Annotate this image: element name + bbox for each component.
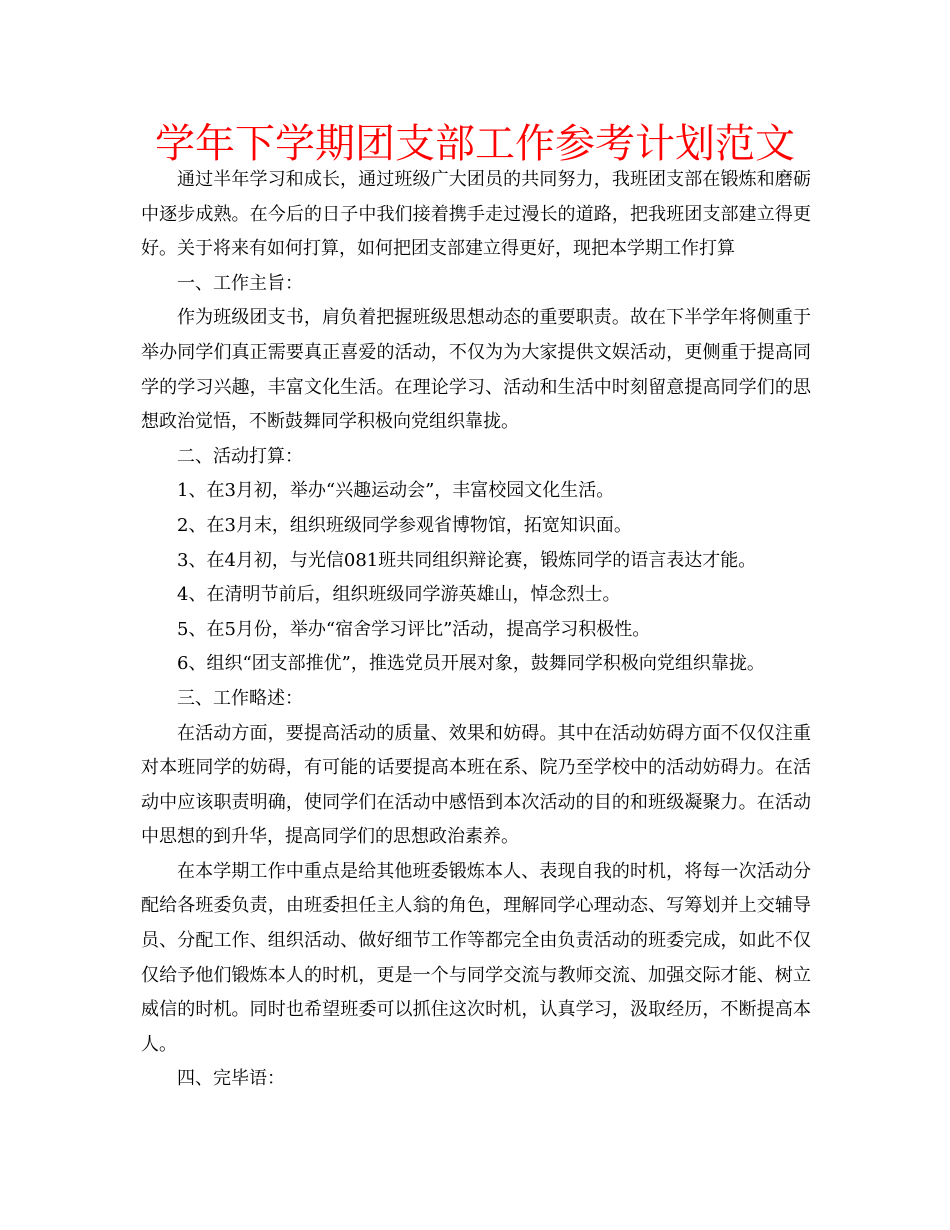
paragraph-summary-2: 在本学期工作中重点是给其他班委锻炼本人、表现自我的时机，将每一次活动分配给各班委负责，由班委担任主人翁的角色，理解同学心理动态、写筹划并上交辅导员、分配工作、组织活动、做好细节工作等都完全由负责活动的班委完成，如此不仅仅给予他们锻炼本人的时机，更是一个与同学交流与教师交流、加强交际才能、树立威信的时机。同时也希望班委可以抓住这次时机，认真学习，汲取经历，不断提高本人。 — [141, 860, 811, 1055]
document-body — [141, 163, 811, 1097]
activity-item-4: 4、在清明节前后，组织班级同学游英雄山，悼念烈士。 — [177, 584, 621, 606]
activity-item-1: 1、在3月初，举办“兴趣运动会”，丰富校园文化生活。 — [177, 480, 615, 502]
activity-item-5: 5、在5月份，举办“宿舍学习评比”活动，提高学习积极性。 — [177, 618, 651, 640]
paragraph-intro: 通过半年学习和成长，通过班级广大团员的共同努力，我班团支部在锻炼和磨砺中逐步成熟。在今后的日子中我们接着携手走过漫长的道路，把我班团支部建立得更好。关于将来有如何打算，如何把团支部建立得更好，现把本学期工作打算 — [141, 169, 811, 260]
paragraph-purpose: 作为班级团支书，肩负着把握班级思想动态的重要职责。故在下半学年将侧重于举办同学们真正需要真正喜爱的活动，不仅为为大家提供文娱活动，更侧重于提高同学的学习兴趣，丰富文化生活。在理论学习、活动和生活中时刻留意提高同学们的思想政治觉悟，不断鼓舞同学积极向党组织靠拢。 — [141, 307, 811, 433]
section-heading-purpose: 一、工作主旨： — [177, 272, 303, 294]
section-heading-summary: 三、工作略述： — [177, 687, 303, 709]
section-heading-conclusion: 四、完毕语： — [177, 1068, 285, 1090]
activity-item-2: 2、在3月末，组织班级同学参观省博物馆，拓宽知识面。 — [177, 514, 632, 536]
document-title: 学年下学期团支部工作参考计划范文 — [155, 121, 795, 167]
section-heading-activities: 二、活动打算： — [177, 445, 303, 467]
activity-item-6: 6、组织“团支部推优”，推选党员开展对象，鼓舞同学积极向党组织靠拢。 — [177, 653, 765, 675]
paragraph-summary-1: 在活动方面，要提高活动的质量、效果和妨碍。其中在活动妨碍方面不仅仅注重对本班同学的妨碍，有可能的话要提高本班在系、院乃至学校中的活动妨碍力。在活动中应该职责明确，使同学们在活动中感悟到本次活动的目的和班级凝聚力。在活动中思想的到升华，提高同学们的思想政治素养。 — [141, 722, 811, 848]
activity-item-3: 3、在4月初，与光信081班共同组织辩论赛，锻炼同学的语言表达才能。 — [177, 549, 757, 571]
